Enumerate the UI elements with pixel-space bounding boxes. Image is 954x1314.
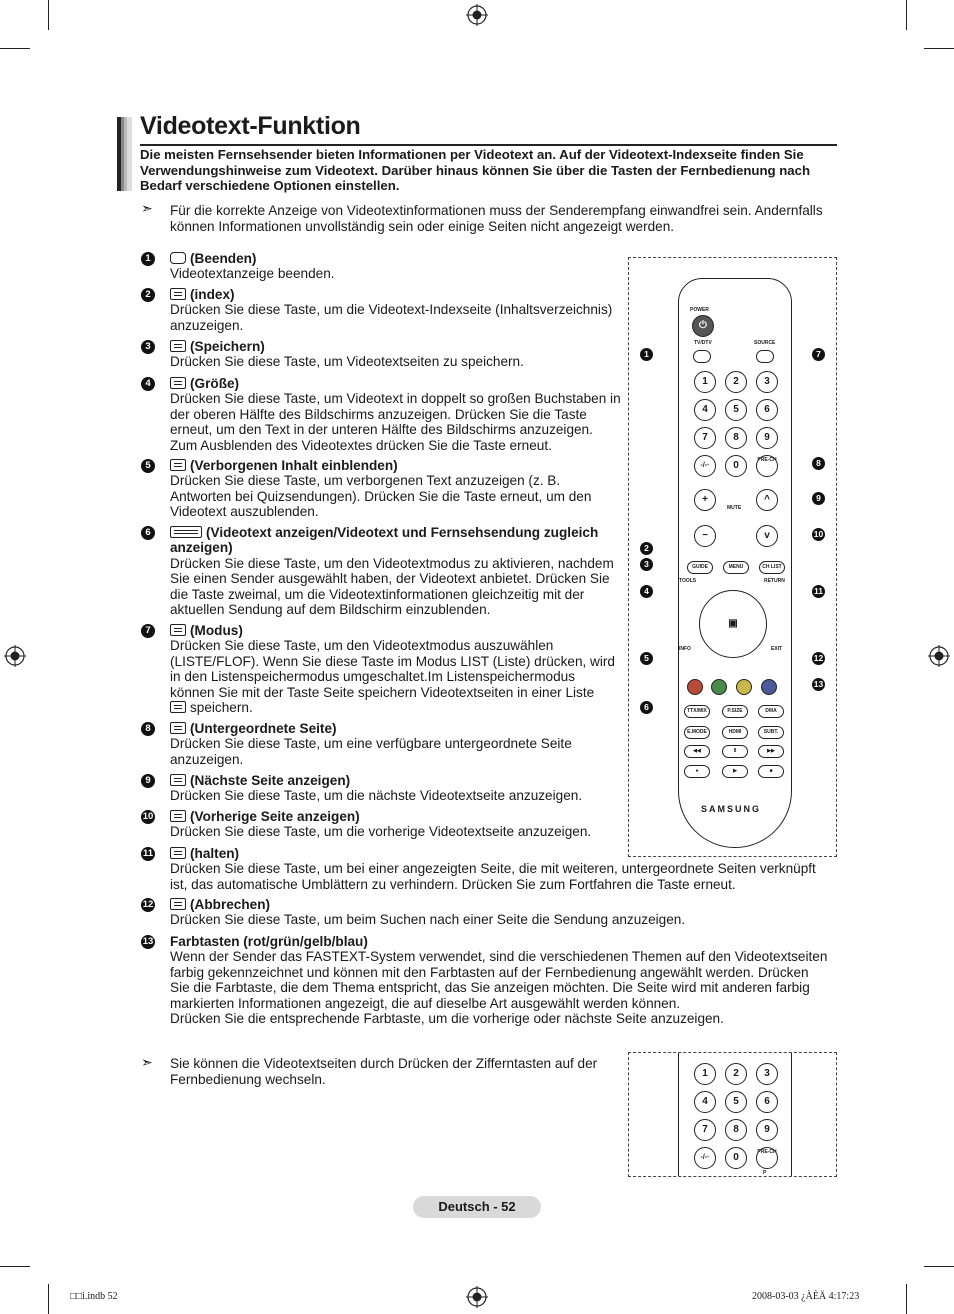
list-item [141,623,621,715]
item-heading: (index) [190,287,235,302]
title-accent-bar [117,117,132,191]
digit-button-2[interactable]: 2 [725,1063,747,1085]
callout-2: 2 [640,542,653,555]
crop-mark [924,48,954,49]
callout-3: 3 [640,558,653,571]
page-number-badge: Deutsch - 52 [413,1196,541,1218]
item-number: 1 [141,252,155,266]
digit-button-1[interactable]: 1 [694,1063,716,1085]
item-text: Drücken Sie diese Taste, um die nächste Videotextseite anzuzeigen. [170,788,583,804]
crop-mark [906,1284,907,1314]
info-label: INFO [679,646,691,652]
digit-button-3[interactable]: 3 [756,1063,778,1085]
pause-button[interactable]: II [722,745,748,758]
sub-page-icon [170,722,186,734]
note-arrow-icon: ➣ [141,200,153,216]
crop-mark [0,1266,30,1267]
digit-button-8[interactable]: 8 [725,1119,747,1141]
intro-paragraph: Die meisten Fernsehsender bieten Informationen per Videotext an. Auf der Videotext-Indexseite finden Sie Verwendungshinweise zum Videotext. Darüber hinaus können Sie über die Tasten der Fernbedienung nach Bedarf verschiedene Optionen einstellen. [140,147,811,194]
digit-button-4[interactable]: 4 [694,399,716,421]
remote-keypad [678,1052,792,1177]
dpad[interactable]: ▣ [699,590,767,658]
list-item [141,721,621,767]
mode-icon [170,624,186,636]
digit-button-4[interactable]: 4 [694,1091,716,1113]
item-heading: (Abbrechen) [190,897,271,912]
digit-button-7[interactable]: 7 [694,427,716,449]
color-button-red[interactable] [687,679,703,695]
digit-button-3[interactable]: 3 [756,371,778,393]
prech-button[interactable]: PRE-CH [756,455,778,477]
digit-button-6[interactable]: 6 [756,399,778,421]
callout-10: 10 [813,529,824,539]
note-paragraph: Für die korrekte Anzeige von Videotextinformationen muss der Senderempfang einwandfrei sein. Andernfalls können Informationen unvollständig sein oder einige Seiten nicht angezeigt werden. [170,203,823,234]
digit-button-5[interactable]: 5 [725,399,747,421]
list-item [141,934,831,1026]
item-number: 8 [141,722,155,736]
digit-button-0[interactable]: 0 [725,1147,747,1169]
guide-button[interactable]: GUIDE [687,561,713,574]
ttx-mix-button[interactable]: TTX/MIX [684,705,710,718]
channel-down-button[interactable]: v [756,525,778,547]
play-button[interactable]: ▶ [722,765,748,778]
item-text: Drücken Sie diese Taste, um die Videotext-Indexseite (Inhaltsverzeichnis) anzuzeigen. [170,302,613,333]
item-heading: (Größe) [190,376,240,391]
item-heading: (halten) [190,846,240,861]
item-number: 6 [141,526,155,540]
note-arrow-icon: ➣ [141,1054,153,1070]
dash-button[interactable]: -/-· [694,1147,716,1169]
list-item [141,458,621,520]
item-heading: Farbtasten (rot/grün/gelb/blau) [170,934,368,949]
item-text: Drücken Sie diese Taste, um den Videotextmodus zu aktivieren, nachdem Sie einen Sender ausgewählt haben, der Videotext anbietet. Drücken Sie die Taste zweimal, um die Videotextinformationen gleichzeitig mit der aktuellen Sendung auf dem Bildschirm einzublenden. [170,555,614,618]
index-icon [170,288,186,300]
power-button[interactable]: ⏻ [692,315,714,337]
rewind-button[interactable]: ◀◀ [684,745,710,758]
callout-1: 1 [640,348,653,361]
callout-5: 5 [640,652,653,665]
item-text: Wenn der Sender das FASTEXT-System verwendet, sind die verschiedenen Themen auf den Videotextseiten farbig gekennzeichnet und können mit den Farbtasten auf der Fernbedienung angewählt werden. Drücken Sie die Farbtaste, die dem Thema entspricht, das Sie anzeigen möchten. Die Seite wird mit anderen farbig markierten Informationen angezeigt, die auf dieselbe Art ausgewählt werden können. [170,949,828,1011]
tvdtv-label: TV/DTV [694,340,712,346]
print-slug-right: 2008-03-03 ¿ÀÈÄ 4:17:23 [752,1291,860,1302]
item-text: Drücken Sie diese Taste, um den Videotextmodus auszuwählen (LISTE/FLOF). Wenn Sie diese Taste im Modus LIST (Liste) drücken, wird in den Listenspeichermodus umgeschaltet.Im Listenspeichermodus können Sie mit der Taste Seite speichern Videotextseiten in einer Liste [170,638,615,700]
p-label: P [763,1170,767,1176]
item-text: Drücken Sie diese Taste, um die vorherige Videotextseite anzuzeigen. [170,824,592,840]
brand-logo: SAMSUNG [701,804,762,814]
callout-12: 12 [813,653,824,663]
item-number: 12 [142,899,154,910]
item-heading: (Speichern) [190,339,265,354]
volume-up-button[interactable]: + [694,489,716,511]
fastforward-button[interactable]: ▶▶ [758,745,784,758]
item-number: 10 [142,811,154,822]
crop-mark [906,0,907,30]
prev-page-icon [170,810,186,822]
digit-button-6[interactable]: 6 [756,1091,778,1113]
digit-button-0[interactable]: 0 [725,455,747,477]
digit-button-2[interactable]: 2 [725,371,747,393]
item-text: Drücken Sie diese Taste, um Videotextseiten zu speichern. [170,354,524,370]
list-item [141,897,831,928]
print-slug-left: □□i.indb 52 [70,1291,118,1302]
tvdtv-button[interactable] [693,350,711,363]
digit-button-8[interactable]: 8 [725,427,747,449]
source-label: SOURCE [754,340,776,346]
remote-control [678,278,792,848]
store-icon [170,701,186,713]
source-button[interactable] [756,350,774,363]
page-title: Videotext-Funktion [140,112,361,140]
item-heading: (Vorherige Seite anzeigen) [190,809,360,824]
item-number: 11 [142,848,154,859]
mute-label: MUTE [727,505,742,511]
list-item [141,251,621,282]
item-text-2: Drücken Sie die entsprechende Farbtaste, um die vorherige oder nächste Seite anzuzeigen. [170,1011,724,1027]
item-number: 9 [141,774,155,788]
registration-mark-icon [466,4,488,26]
callout-13: 13 [813,679,824,689]
chlist-button[interactable]: CH LIST [759,561,785,574]
callout-11: 11 [814,586,823,596]
exit-label: EXIT [771,646,783,652]
return-label: RETURN [764,578,785,584]
item-text: Drücken Sie diese Taste, um beim Suchen nach einer Seite die Sendung anzuzeigen. [170,912,686,928]
volume-down-button[interactable]: − [694,525,716,547]
cancel-icon [170,898,186,910]
list-item [141,773,621,804]
callout-4: 4 [640,585,653,598]
crop-mark [48,1284,49,1314]
exit-teletext-icon [170,252,186,264]
crop-mark [48,0,49,30]
item-heading: (Nächste Seite anzeigen) [190,773,351,788]
item-text: Drücken Sie diese Taste, um Videotext in doppelt so großen Buchstaben in der oberen Hälfte des Bildschirms anzuzeigen. Drücken Sie die Taste erneut, um den Text in der unteren Hälfte des Bildschirms anzuzeigen. Zum Ausblenden des Videotextes drücken Sie die Taste erneut. [170,391,621,453]
item-text: Drücken Sie diese Taste, um eine verfügbare untergeordnete Seite anzuzeigen. [170,736,572,767]
callout-6: 6 [640,701,653,714]
item-number: 2 [141,288,155,302]
item-text: Videotextanzeige beenden. [170,266,335,282]
list-item [141,525,621,617]
color-button-green[interactable] [711,679,727,695]
item-text-tail: speichern. [190,700,253,716]
item-text: Drücken Sie diese Taste, um verborgenen Text anzuzeigen (z. B. Antworten bei Quizsendungen). Drücken Sie die Taste erneut, um den Videotext auszublenden. [170,473,592,520]
item-heading: (Verborgenen Inhalt einblenden) [190,458,398,473]
item-text: Drücken Sie diese Taste, um bei einer angezeigten Seite, die mit weiteren, untergeordnete Seiten verknüpft ist, das automatische Umblättern zu verhindern. Drücken Sie zum Fortfahren die Taste erneut. [170,861,816,892]
registration-mark-icon [466,1286,488,1308]
power-label: POWER [690,307,709,313]
emode-button[interactable]: E.MODE [684,726,710,739]
crop-mark [0,48,30,49]
digit-button-1[interactable]: 1 [694,371,716,393]
item-heading: (Videotext anzeigen/Videotext und Fernsehsendung zugleich anzeigen) [170,525,599,556]
list-item [141,376,621,453]
store-icon [170,340,186,352]
digit-button-5[interactable]: 5 [725,1091,747,1113]
subt-button[interactable]: SUBT. [758,726,784,739]
size-icon [170,377,186,389]
hdmi-button[interactable]: HDMI [722,726,748,739]
color-button-yellow[interactable] [736,679,752,695]
list-item [141,339,621,370]
crop-mark [924,1266,954,1267]
item-heading: (Modus) [190,623,243,638]
keypad-figure-box [628,1052,837,1177]
digit-button-9[interactable]: 9 [756,427,778,449]
teletext-mix-icon [170,526,202,538]
item-number: 3 [141,340,155,354]
callout-8: 8 [812,457,825,470]
color-button-blue[interactable] [761,679,777,695]
registration-mark-icon [928,645,950,667]
item-number: 7 [141,624,155,638]
note-paragraph-2: Sie können die Videotextseiten durch Drücken der Zifferntasten auf der Fernbedienung wechseln. [170,1056,598,1087]
prech-button[interactable]: PRE-CH [756,1147,778,1169]
item-number: 5 [141,459,155,473]
dash-button[interactable]: -/-· [694,455,716,477]
menu-button[interactable]: MENU [723,561,749,574]
psize-button[interactable]: P.SIZE [722,705,748,718]
list-item [141,287,621,333]
list-item [141,809,621,840]
channel-up-button[interactable]: ^ [756,489,778,511]
item-heading: (Beenden) [190,251,257,266]
item-number: 4 [141,377,155,391]
title-rule [140,144,837,146]
digit-button-9[interactable]: 9 [756,1119,778,1141]
dma-button[interactable]: DMA [758,705,784,718]
record-button[interactable]: ● [684,765,710,778]
callout-9: 9 [812,492,825,505]
reveal-icon [170,459,186,471]
item-heading: (Untergeordnete Seite) [190,721,337,736]
remote-figure-box [628,257,837,857]
registration-mark-icon [4,645,26,667]
next-page-icon [170,774,186,786]
digit-button-7[interactable]: 7 [694,1119,716,1141]
item-number: 13 [142,936,154,947]
stop-button[interactable]: ■ [758,765,784,778]
tools-label: TOOLS [679,578,697,584]
callout-7: 7 [812,348,825,361]
hold-icon [170,847,186,859]
